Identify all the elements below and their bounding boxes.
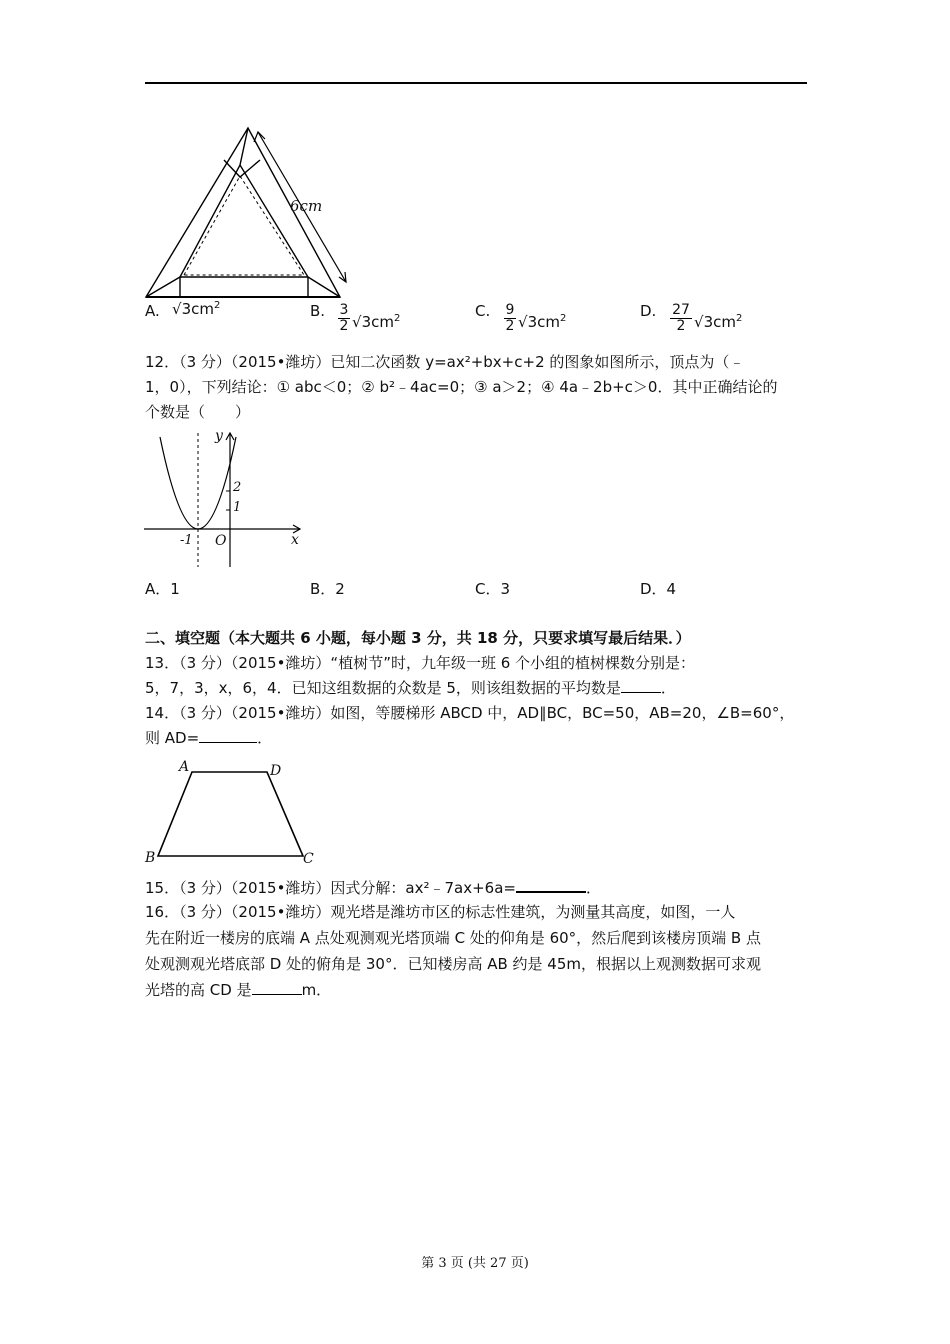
q11-option-c[interactable] (475, 302, 490, 320)
q11-option-a-value (172, 300, 220, 318)
graph-tick-neg1: -1 (180, 533, 193, 548)
q16-line-4-end: m． (301, 981, 332, 999)
q13-line-2-text: 5，7，3，x，6，4．已知这组数据的众数是 5，则该组数据的平均数是 (145, 679, 621, 697)
q13-answer-blank[interactable] (621, 678, 661, 693)
graph-y-axis-label: y (215, 428, 223, 444)
option-d-radicand: 3 (703, 313, 714, 331)
q14-line-2-end: ． (257, 729, 273, 747)
q14-line-1: 14．（3 分）（2015•潍坊）如图，等腰梯形 ABCD 中，AD∥BC，BC=50，AB=20，∠B=60°， (145, 704, 795, 722)
unit-exp: 2 (213, 300, 221, 311)
q16-line-4-text: 光塔的高 CD 是 (145, 981, 252, 999)
q11-option-d-value (694, 313, 742, 331)
q16-line-4 (145, 980, 331, 1000)
q13-line-2-end: ． (660, 679, 676, 697)
q12-option-b[interactable]: B．2 (310, 580, 345, 598)
unit: cm (537, 313, 560, 331)
page-footer: 第 3 页 (共 27 页) (421, 1256, 529, 1271)
q11-option-a[interactable] (145, 302, 160, 320)
q15-line-1 (145, 877, 601, 898)
q12-option-c[interactable]: C．3 (475, 580, 511, 598)
q14-line-2 (145, 728, 272, 748)
q12-line-2: 1，0），下列结论：① abc＜0；② b²﹣4ac=0；③ a＞2；④ 4a﹣2b+c＞0．其中正确结论的 (145, 378, 778, 396)
denominator: 2 (505, 318, 515, 334)
option-b-fraction (338, 303, 350, 334)
unit-exp: 2 (735, 313, 743, 324)
trapezoid-label-b: B (145, 850, 156, 866)
q16-line-1: 16．（3 分）（2015•潍坊）观光塔是潍坊市区的标志性建筑，为测量其高度，如图，一人 (145, 903, 736, 921)
trapezoid-figure (140, 760, 320, 870)
q15-line-1-text: 15．（3 分）（2015•潍坊）因式分解：ax²﹣7ax+6a= (145, 879, 516, 897)
numerator: 9 (505, 302, 515, 318)
graph-x-axis-label: x (291, 532, 299, 548)
triangle-frame-figure (140, 120, 360, 305)
option-c-radicand: 3 (527, 313, 538, 331)
option-c-fraction (504, 303, 516, 334)
q11-option-b[interactable] (310, 302, 325, 320)
option-d-fraction (670, 303, 692, 334)
q12-line-1: 12．（3 分）（2015•潍坊）已知二次函数 y=ax²+bx+c+2 的图象如图所示，顶点为（﹣ (145, 353, 745, 371)
q12-option-a[interactable]: A．1 (145, 580, 180, 598)
option-d-label: D. (640, 302, 657, 320)
denominator: 2 (339, 318, 349, 334)
unit-exp: 2 (559, 313, 567, 324)
sqrt-icon: √ (694, 313, 704, 331)
unit: cm (713, 313, 736, 331)
q13-line-1: 13．（3 分）（2015•潍坊）“植树节”时，九年级一班 6 个小组的植树棵数分别是： (145, 654, 696, 672)
unit-exp: 2 (393, 313, 401, 324)
q12-line-3: 个数是（ ） (145, 403, 251, 421)
trapezoid-label-d: D (270, 763, 282, 779)
q14-answer-blank[interactable] (199, 728, 257, 743)
numerator: 27 (672, 302, 690, 318)
header-rule (145, 82, 807, 84)
section-2-title: 二、填空题（本大题共 6 小题，每小题 3 分，共 18 分，只要求填写最后结果．） (145, 629, 691, 647)
q14-line-2-text: 则 AD= (145, 729, 200, 747)
q11-option-c-value (518, 313, 566, 331)
q13-line-2 (145, 678, 676, 698)
q16-line-3: 处观测观光塔底部 D 处的俯角是 30°．已知楼房高 AB 约是 45m，根据以上观测数据可求观 (145, 955, 761, 973)
trapezoid-label-c: C (303, 851, 314, 867)
graph-tick-2: 2 (233, 480, 242, 495)
denominator: 2 (670, 318, 692, 334)
trapezoid-label-a: A (179, 759, 190, 775)
figure-label-6cm: 6cm (290, 197, 323, 215)
sqrt-icon: √ (518, 313, 528, 331)
q11-option-b-value (352, 313, 400, 331)
q15-line-1-end: ． (586, 879, 602, 897)
graph-origin-label: O (215, 533, 227, 549)
q16-answer-blank[interactable] (252, 980, 302, 995)
option-b-label: B. (310, 302, 326, 320)
numerator: 3 (339, 302, 349, 318)
option-a-label: A. (145, 302, 160, 320)
q16-line-2: 先在附近一楼房的底端 A 点处观测观光塔顶端 C 处的仰角是 60°，然后爬到该楼房顶端 B 点 (145, 929, 761, 947)
graph-tick-1: 1 (233, 500, 242, 515)
q11-option-d[interactable] (640, 302, 656, 320)
unit: cm (371, 313, 394, 331)
option-a-radicand: 3 (181, 300, 192, 318)
sqrt-icon: √ (172, 300, 182, 318)
option-b-radicand: 3 (361, 313, 372, 331)
option-c-label: C. (475, 302, 491, 320)
q15-answer-blank[interactable] (516, 877, 586, 893)
q12-option-d[interactable]: D．4 (640, 580, 677, 598)
sqrt-icon: √ (352, 313, 362, 331)
unit: cm (191, 300, 214, 318)
